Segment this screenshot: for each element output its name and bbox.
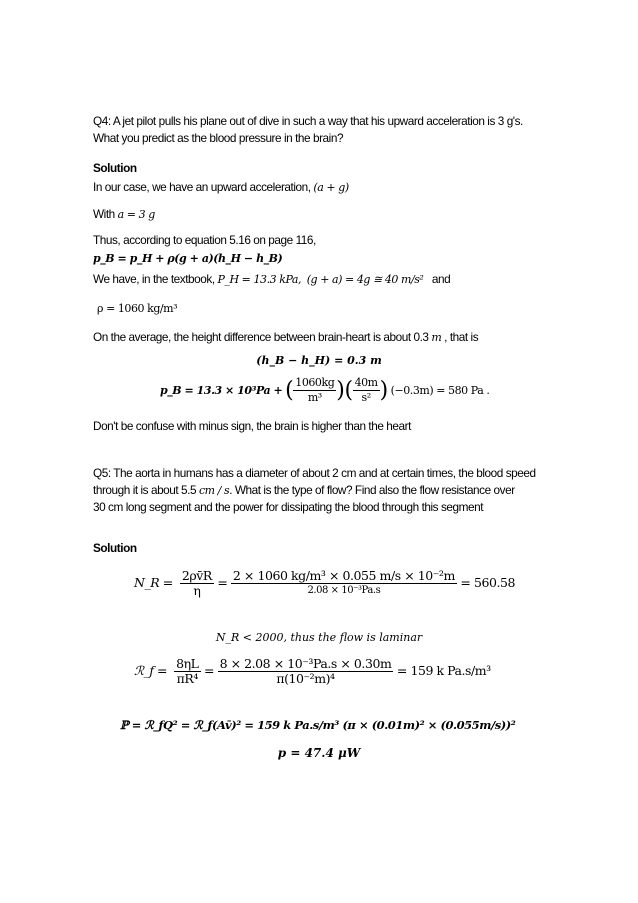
q4-s5-post: , that is <box>441 330 479 344</box>
q5-power-result <box>0 746 638 760</box>
q5-laminar-text: N_R < 2000, thus the flow is laminar <box>215 631 423 644</box>
q5-nr-frac-values-den: 2.08 × 10⁻³Pa.s <box>307 585 381 596</box>
q5-line2-text: through it is about 5.5 <box>93 483 199 497</box>
q4-s4-g: (g + a) = 4g ≅ 40 m/s² <box>306 273 424 286</box>
q4-pressure-equation <box>160 376 489 405</box>
q4-solution-line-3: Thus, according to equation 5.16 on page 116, <box>93 233 316 247</box>
q4-s2-math: a = 3 g <box>117 208 155 221</box>
q5-rf-frac-values-num: 8 × 2.08 × 10⁻³Pa.s × 0.30m <box>219 656 392 671</box>
q4-solution-line-5 <box>93 330 478 345</box>
q4-s4-text: We have, in the textbook, <box>93 272 218 286</box>
q4-frac-density-num: 1060kg <box>295 376 335 390</box>
q4-solution-line-2 <box>93 207 155 222</box>
q5-line2-post: . What is the type of flow? Find also the flow resistance over <box>229 483 515 497</box>
q5-solution-heading: Solution <box>93 541 137 555</box>
q5-nr-frac-formula-den: η <box>193 583 201 598</box>
q4-eq516-text: p_B = p_H + ρ(g + a)(h_H − h_B) <box>93 252 283 265</box>
q4-s4-and: and <box>431 272 451 286</box>
q5-nr-frac-formula-num: 2ρv̄R <box>181 568 212 583</box>
q4-frac-accel-num: 40m <box>354 376 378 390</box>
q4-paren-close-1: ) <box>336 377 345 403</box>
q4-height-difference-equation <box>0 354 638 367</box>
q4-note: Don't be confuse with minus sign, the brain is higher than the heart <box>93 419 411 433</box>
q5-rf-frac-formula <box>174 657 200 686</box>
q5-power-eq-text: ℙ = ℛ_fQ² = ℛ_f(Av̄)² = 159 k Pa.s/m³ (π × (0.01m)² × (0.055m/s))² <box>120 718 516 732</box>
q4-frac-density <box>293 376 336 405</box>
q5-question-line-2 <box>93 483 515 498</box>
q5-question-line-3: 30 cm long segment and the power for dissipating the blood through this segment <box>93 500 484 514</box>
q4-eq-h-text: (h_B − h_H) = 0.3 m <box>256 354 382 367</box>
q5-line2-unit: cm / s <box>198 484 230 497</box>
q4-paren-open-2: ( <box>344 377 353 403</box>
q5-nr-lhs: N_R = <box>134 575 173 590</box>
q4-frac-density-den: m³ <box>307 391 322 405</box>
q5-resistance-equation: ℛ_f = $\frac{8\eta L}{\text{πR⁴}}$ = $\frac{\text{8 × 2.08 × 10⁻³Pa.s × 0.30m}}{\text{π(10⁻²m)⁴}}$ = 159 k Pa.s/m³ <box>134 656 491 686</box>
q5-rf-frac-formula-den: πR⁴ <box>176 671 198 686</box>
q4-question-line-1: Q4: A jet pilot pulls his plane out of dive in such a way that his upward acceleration is 3 g's. <box>93 114 523 128</box>
q4-paren-open-1: ( <box>285 377 294 403</box>
q4-solution-line-4 <box>93 272 450 287</box>
q5-power-result-text: p = 47.4 μW <box>277 746 361 760</box>
q5-nr-frac-formula <box>180 569 214 598</box>
q5-laminar-statement <box>0 631 638 644</box>
q4-solution-line-1 <box>93 180 349 195</box>
q5-nr-frac-values <box>231 569 457 598</box>
q4-solution-heading: Solution <box>93 161 137 175</box>
q5-question-line-1: Q5: The aorta in humans has a diameter of about 2 cm and at certain times, the blood speed <box>93 466 536 480</box>
q5-reynolds-equation: N_R = $\frac{2\rho v̄R}{\eta}$ = $\frac{\text{2 × 1060 kg/m³ × 0.055 m/s × 10⁻²m}}{\text{2.08 × 10⁻³Pa.s}}$ = 560.58 <box>134 568 515 598</box>
q4-equation-5-16 <box>93 252 282 266</box>
q4-question-line-2: What you predict as the blood pressure in the brain? <box>93 131 344 145</box>
q5-rf-frac-values <box>218 657 394 686</box>
q4-s4-ph: P_H = 13.3 kPa, <box>217 273 302 286</box>
q4-eq-p-right: (−0.3m) = 580 Pa . <box>390 384 490 397</box>
q4-s5-text: On the average, the height difference between brain-heart is about 0.3 <box>93 330 432 344</box>
q5-rf-frac-values-den: π(10⁻²m)⁴ <box>276 671 335 686</box>
q4-frac-accel <box>353 376 380 405</box>
q4-eq-p-left: p_B = 13.3 × 10³Pa + <box>160 384 283 397</box>
q4-s2-text: With <box>93 207 118 221</box>
q4-s1-text: In our case, we have an upward acceleration, <box>93 180 314 194</box>
q5-rf-lhs: ℛ_f = <box>134 663 168 678</box>
q4-rho-line <box>97 301 177 316</box>
q5-rf-result: = 159 k Pa.s/m³ <box>396 663 491 678</box>
q4-frac-accel-den: s² <box>361 391 371 405</box>
q5-nr-frac-values-num: 2 × 1060 kg/m³ × 0.055 m/s × 10⁻²m <box>232 568 455 583</box>
q5-rf-frac-formula-num: 8ηL <box>176 656 199 671</box>
q5-power-equation <box>120 718 515 732</box>
q4-paren-close-2: ) <box>379 377 388 403</box>
q5-nr-result: = 560.58 <box>460 575 515 590</box>
q4-s1-math: (a + g) <box>313 181 349 194</box>
q4-s5-m: m <box>431 331 442 344</box>
q4-rho-value: ρ = 1060 kg/m³ <box>97 302 178 315</box>
